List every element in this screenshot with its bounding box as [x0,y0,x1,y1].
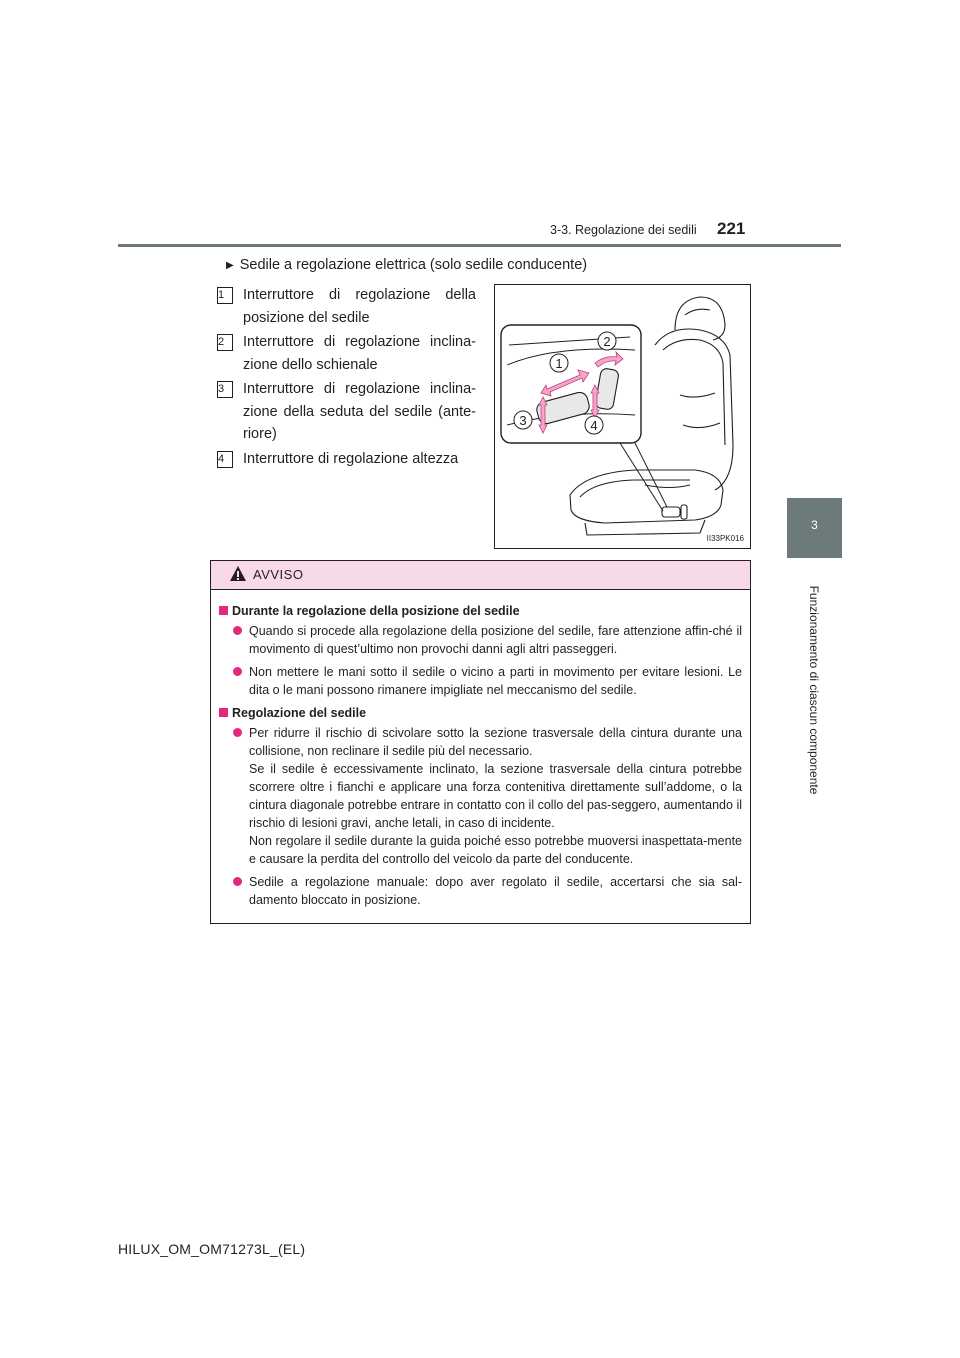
circle-bullet-icon [233,626,242,635]
page-number: 221 [717,219,746,238]
warning-triangle-icon [229,565,247,582]
circle-bullet-icon [233,877,242,886]
legend-number: 2 [217,334,233,351]
warning-text: Per ridurre il rischio di scivolare sotto la sezione trasversale della cintura durante una collisione, non reclinare il sedile più del necessario. [249,726,742,758]
legend-text: Interruttore di regolazione della posizione del sedile [243,287,476,326]
chapter-title: Funzionamento di ciascun componente [807,585,821,795]
warning-text: Non mettere le mani sotto il sedile o vicino a parti in movimento per evitare lesioni. Le dita o le mani possono rimanere impigliate nel meccanismo del sedile. [249,665,742,697]
legend-item [214,284,476,329]
warning-bullet [219,873,742,909]
warning-bullet [219,622,742,658]
legend-number: 1 [217,287,233,304]
callout-2: 2 [603,334,611,349]
legend-item [214,448,476,471]
legend-item [214,378,476,446]
warning-bullet [219,724,742,868]
warning-title: AVVISO [253,567,304,582]
seat-illustration [494,284,751,549]
seat-drawing [495,285,750,548]
legend-number: 3 [217,381,233,398]
chapter-tab [787,498,842,558]
circle-bullet-icon [233,667,242,676]
circle-bullet-icon [233,728,242,737]
legend-list [214,284,476,472]
legend-item [214,331,476,376]
legend-text: Interruttore di regolazione inclina-zione della seduta del sedile (ante-riore) [243,381,476,442]
footer-doc-id: HILUX_OM_OM71273L_(EL) [118,1241,306,1257]
warning-header [211,561,750,590]
square-bullet-icon [219,708,228,717]
triangle-bullet-icon: ▶ [226,260,234,271]
warning-section-heading: Durante la regolazione della posizione del sedile [219,602,742,620]
figure-code: II33PK016 [706,534,744,543]
callout-3: 3 [519,413,527,428]
warning-text: Se il sedile è eccessivamente inclinato, la sezione trasversale della cintura potrebbe scorrere oltre i fianchi e applicare una forza contenitiva direttamente sull’addome, o la cintura diagonale potrebbe entrare in contatto con il collo del pas-seggero, aumentando il rischio di lesioni gravi, anche letali, in caso di incidente. [249,762,742,830]
warning-text: Quando si procede alla regolazione della posizione del sedile, fare attenzione affin-ché il movimento di quest’ultimo non provochi danni agli altri passeggeri. [249,624,742,656]
section-title: 3-3. Regolazione dei sedili [550,223,697,237]
subheading-text: Sedile a regolazione elettrica (solo sedile conducente) [239,257,588,273]
subheading [226,257,587,273]
warning-text: Non regolare il sedile durante la guida poiché esso potrebbe muoversi inaspettata-mente e causare la perdita del controllo del veicolo da parte del conducente. [249,834,742,866]
warning-text: Sedile a regolazione manuale: dopo aver regolato il sedile, accertarsi che sia sal-damento bloccato in posizione. [249,875,742,907]
warning-box [210,560,751,924]
warning-section-heading: Regolazione del sedile [219,704,742,722]
warning-body [211,590,750,909]
square-bullet-icon [219,606,228,615]
warning-bullet [219,663,742,699]
callout-4: 4 [590,418,598,433]
legend-number: 4 [217,451,233,468]
header-rule [118,244,841,247]
chapter-number: 3 [811,518,818,532]
legend-text: Interruttore di regolazione altezza [243,450,459,467]
callout-1: 1 [555,356,563,371]
legend-text: Interruttore di regolazione inclina-zione dello schienale [243,334,476,373]
